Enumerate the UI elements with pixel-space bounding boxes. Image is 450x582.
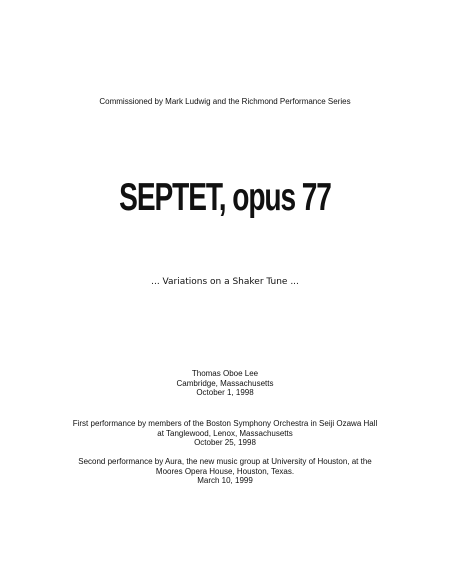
first-performance-line-2: at Tanglewood, Lenox, Massachusetts bbox=[157, 428, 293, 438]
second-performance-date: March 10, 1999 bbox=[197, 476, 253, 485]
composer-name: Thomas Oboe Lee bbox=[191, 369, 259, 378]
second-performance-block bbox=[0, 457, 450, 486]
commission-note: Commissioned by Mark Ludwig and the Richmond Performance Series bbox=[99, 97, 351, 106]
composer-place: Cambridge, Massachusetts bbox=[176, 378, 274, 388]
work-title: SEPTET, opus 77 bbox=[119, 176, 331, 219]
second-performance-line-1: Second performance by Aura, the new music group at University of Houston, at the bbox=[78, 457, 372, 466]
composition-date: October 1, 1998 bbox=[196, 388, 254, 397]
first-performance-block bbox=[0, 419, 450, 448]
first-performance-line-1: First performance by members of the Boston Symphony Orchestra in Seiji Ozawa Hall bbox=[72, 419, 378, 428]
second-performance-line-2: Moores Opera House, Houston, Texas. bbox=[155, 466, 295, 476]
work-subtitle: ... Variations on a Shaker Tune ... bbox=[151, 277, 299, 287]
first-performance-date: October 25, 1998 bbox=[194, 438, 256, 447]
composer-block bbox=[0, 369, 450, 398]
